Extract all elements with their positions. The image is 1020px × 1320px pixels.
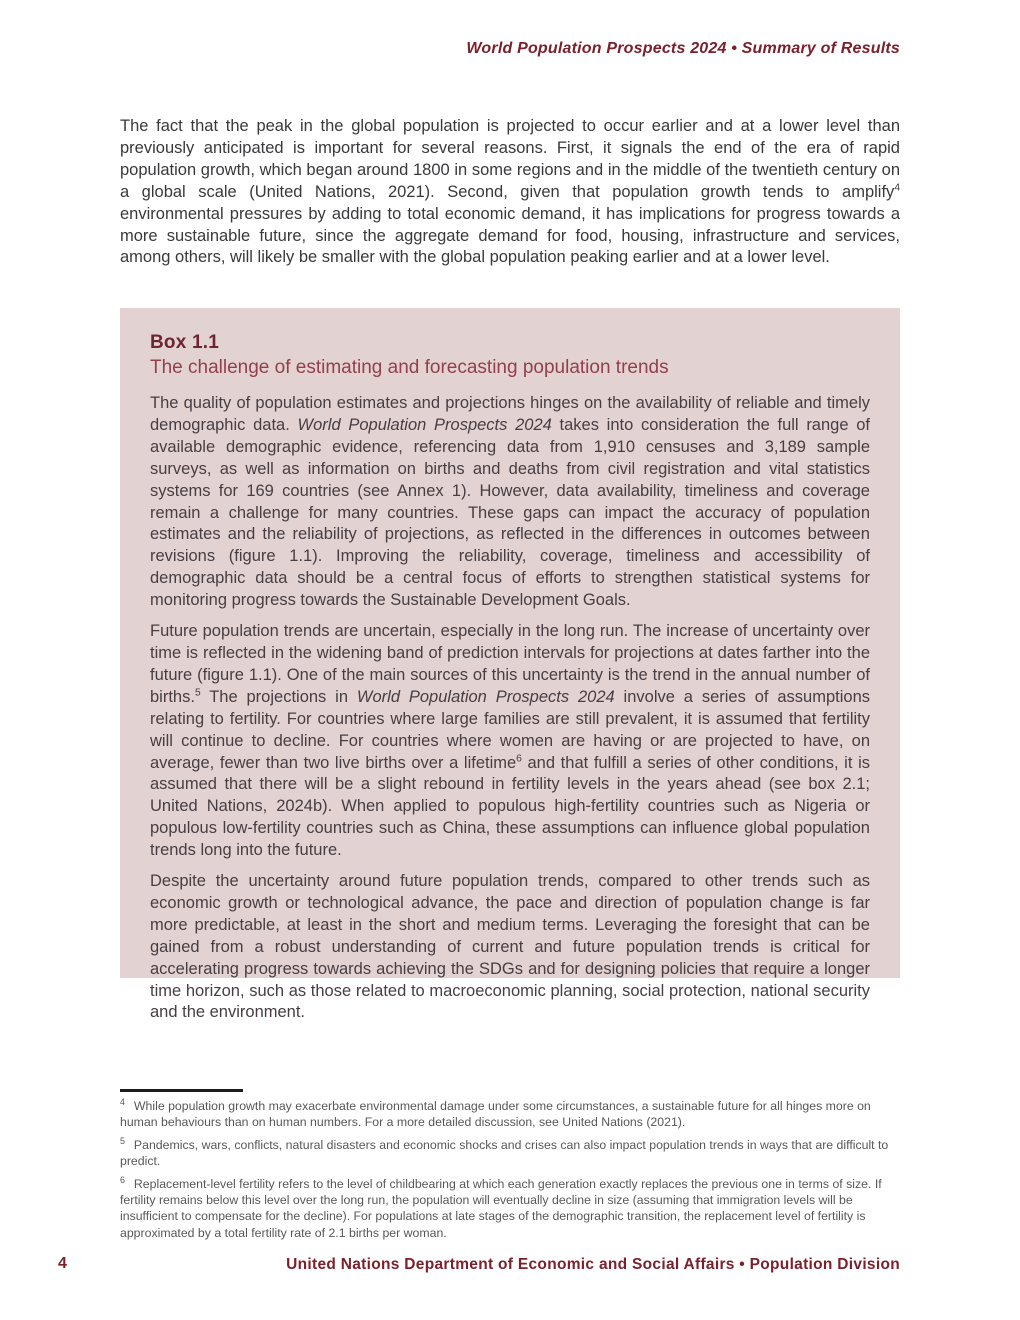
box-label: Box 1.1 [150,332,219,353]
footnote-4-text: While population growth may exacerbate environmental damage under some circumstances, a sustainable future for all hinges more on human behaviours than on human numbers. For a more detailed discussion, see United Nations (2021). [120,1099,871,1130]
running-header: World Population Prospects 2024 • Summary of Results [466,40,900,57]
running-footer: United Nations Department of Economic and Social Affairs • Population Division [286,1256,900,1273]
page-number: 4 [58,1255,67,1272]
footnote-6-text: Replacement-level fertility refers to the level of childbearing at which each generation exactly replaces the previous one in terms of size. If fertility remains below this level over the long run, the population will eventually decline in size (assuming that immigration levels will be insufficient to compensate for the decline). For populations at late stages of the demographic transition, the replacement level of fertility is approximated by a total fertility rate of 2.1 births per woman. [120,1176,882,1240]
box-paragraph-2: Future population trends are uncertain, especially in the long run. The increase of uncertainty over time is reflected in the widening band of prediction intervals for projections at dates farther into the future (figure 1.1). One of the main sources of this uncertainty is the trend in the annual number of births.$^5$ The projections in World Population Prospects 2024 involve a series of assumptions relating to fertility. For countries where large families are still prevalent, it is assumed that fertility will continue to decline. For countries where women are having or are projected to have, on average, fewer than two live births over a lifetime$^6$ and that fulfill a series of other conditions, it is assumed that there will be a slight rebound in fertility levels in the years ahead (see box 2.1; United Nations, 2024b). When applied to populous high-fertility countries such as Nigeria or populous low-fertility countries such as China, these assumptions can influence global population trends long into the future. [150,622,870,860]
box-1-1 [120,308,900,1022]
footnote-4-number: 4 [120,1096,125,1107]
footnote-separator-rule [120,1089,243,1092]
footnote-6 [120,1176,906,1242]
box-paragraph-3: Despite the uncertainty around future population trends, compared to other trends such as economic growth or technological advance, the pace and direction of population change is far more predictable, at least in the short and medium terms. Leveraging the foresight that can be gained from a robust understanding of current and future population trends is critical for accelerating progress towards achieving the SDGs and for designing policies that require a longer time horizon, such as those related to macroeconomic planning, social protection, national security and the environment. [150,872,870,1022]
footnote-6-number: 6 [120,1174,125,1185]
footnote-5 [120,1137,906,1170]
footnotes-section [120,1098,906,1247]
footnote-5-text: Pandemics, wars, conflicts, natural disasters and economic shocks and crises can also impact population trends in ways that are difficult to predict. [120,1137,889,1169]
footnote-4 [120,1098,906,1131]
intro-paragraph: The fact that the peak in the global population is projected to occur earlier and at a lower level than previously anticipated is important for several reasons. First, it signals the end of the era of rapid population growth, which began around 1800 in some regions and in the middle of the twentieth century on a global scale (United Nations, 2021). Second, given that population growth tends to amplify$^4$ environmental pressures by adding to total economic demand, it has implications for progress towards a more sustainable future, since the aggregate demand for food, housing, infrastructure and services, among others, will likely be smaller with the global population peaking earlier and at a lower level. [120,117,900,267]
box-paragraph-1: The quality of population estimates and projections hinges on the availability of reliable and timely demographic data. World Population Prospects 2024 takes into consideration the full range of available demographic evidence, referencing data from 1,910 censuses and 3,189 sample surveys, as well as information on births and deaths from civil registration and vital statistics systems for 169 countries (see Annex 1). However, data availability, timeliness and coverage remain a challenge for many countries. These gaps can impact the accuracy of population estimates and the reliability of projections, as reflected in the differences in outcomes between revisions (figure 1.1). Improving the reliability, coverage, timeliness and accessibility of demographic data should be a central focus of efforts to strengthen statistical systems for monitoring progress towards the Sustainable Development Goals. [150,394,870,610]
footnote-5-number: 5 [120,1135,125,1146]
box-title: The challenge of estimating and forecasting population trends [150,357,669,378]
